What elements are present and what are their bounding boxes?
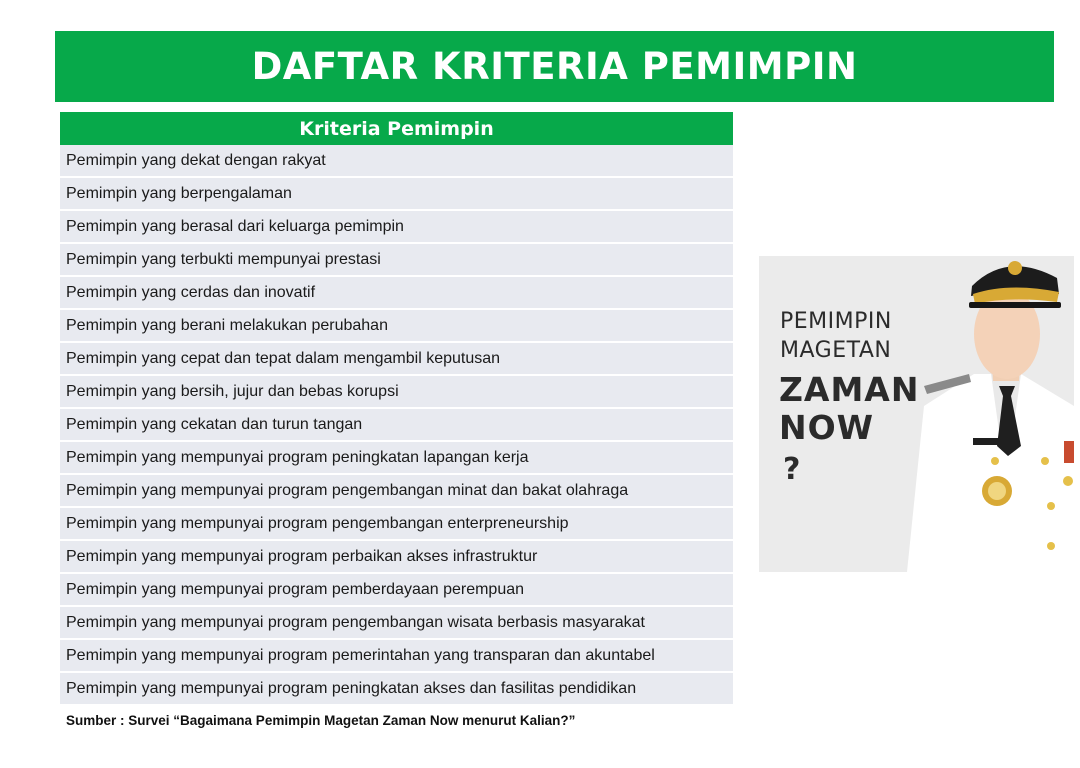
table-row: Pemimpin yang cerdas dan inovatif <box>60 277 733 308</box>
table-row: Pemimpin yang cekatan dan turun tangan <box>60 409 733 440</box>
source-note: Sumber : Survei “Bagaimana Pemimpin Magetan Zaman Now menurut Kalian?” <box>66 713 576 728</box>
table-row: Pemimpin yang berpengalaman <box>60 178 733 209</box>
table-row: Pemimpin yang dekat dengan rakyat <box>60 145 733 176</box>
table-row: Pemimpin yang bersih, jujur dan bebas korupsi <box>60 376 733 407</box>
poster-line-5: ? <box>783 452 801 487</box>
table-row: Pemimpin yang cepat dan tepat dalam mengambil keputusan <box>60 343 733 374</box>
table-row: Pemimpin yang mempunyai program pemberdayaan perempuan <box>60 574 733 605</box>
criteria-table <box>60 112 733 704</box>
poster-line-2: MAGETAN <box>780 338 892 363</box>
poster-line-1: PEMIMPIN <box>780 309 892 334</box>
page-title: DAFTAR KRITERIA PEMIMPIN <box>251 45 858 88</box>
table-row: Pemimpin yang terbukti mempunyai prestasi <box>60 244 733 275</box>
table-row: Pemimpin yang mempunyai program pengembangan wisata berbasis masyarakat <box>60 607 733 638</box>
table-body <box>60 145 733 704</box>
poster-line-4: NOW <box>779 408 875 447</box>
table-row: Pemimpin yang mempunyai program peningkatan lapangan kerja <box>60 442 733 473</box>
table-row: Pemimpin yang mempunyai program pengembangan minat dan bakat olahraga <box>60 475 733 506</box>
table-row: Pemimpin yang berasal dari keluarga pemimpin <box>60 211 733 242</box>
poster-line-3: ZAMAN <box>779 370 920 409</box>
table-row: Pemimpin yang mempunyai program peningkatan akses dan fasilitas pendidikan <box>60 673 733 704</box>
table-row: Pemimpin yang berani melakukan perubahan <box>60 310 733 341</box>
title-banner <box>55 31 1054 102</box>
table-row: Pemimpin yang mempunyai program perbaikan akses infrastruktur <box>60 541 733 572</box>
table-row: Pemimpin yang mempunyai program pemerintahan yang transparan dan akuntabel <box>60 640 733 671</box>
table-header: Kriteria Pemimpin <box>60 112 733 145</box>
poster-image <box>759 256 1074 572</box>
table-row: Pemimpin yang mempunyai program pengembangan enterpreneurship <box>60 508 733 539</box>
